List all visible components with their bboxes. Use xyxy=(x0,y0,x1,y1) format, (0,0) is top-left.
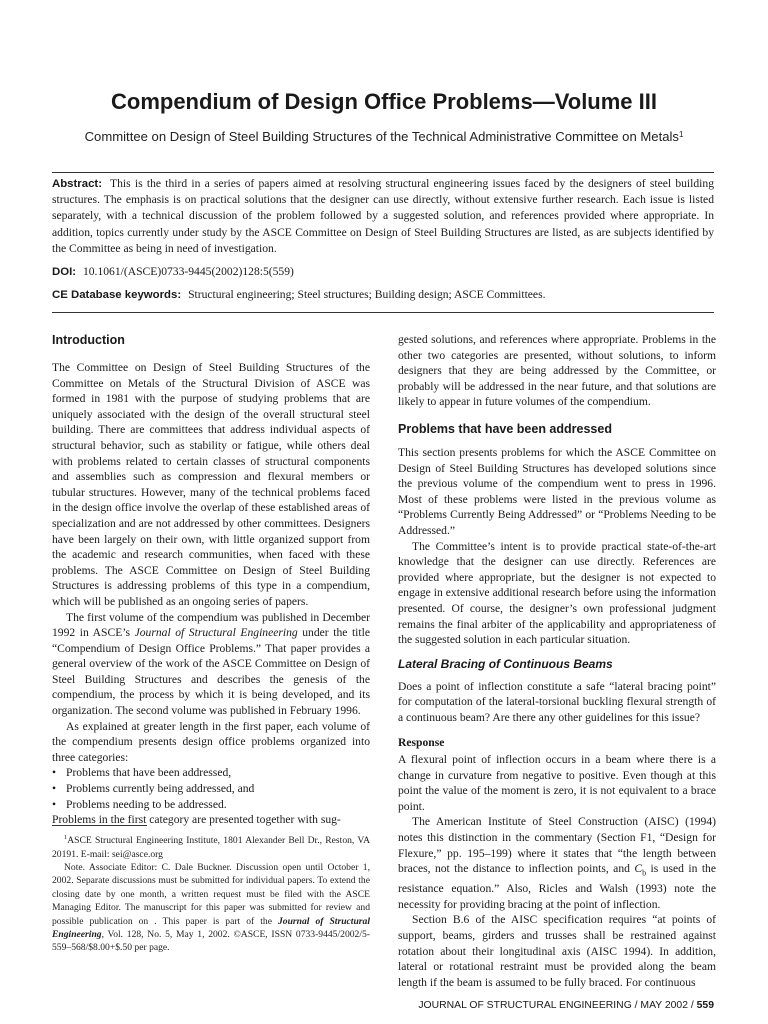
author-committee: Committee on Design of Steel Building Structures of the Technical Administrative Committee on Metals xyxy=(84,129,679,144)
bracing-heading: Lateral Bracing of Continuous Beams xyxy=(398,656,613,671)
paper-title: Compendium of Design Office Problems—Volume III xyxy=(111,89,657,114)
right-column xyxy=(398,332,716,990)
addressed-paragraph-1: This section presents problems for which the ASCE Committee on Design of Steel Building Structures has developed solutions since the previous volume of the compendium went to press in 1996. Most of these problems were listed in the previous volume as “Problems Currently Being Addressed” or “Problems Needing to be Addressed.” xyxy=(398,445,716,537)
category-list xyxy=(52,765,370,812)
editorial-note-text: Note. Associate Editor: C. Dale Buckner. Discussion open until October 1, 2002. Separate discussions must be submitted for individual papers. To extend the closing date by one month, a written request must be filed with the ASCE Managing Editor. The manuscript for this paper was submitted for review and possible publication on . This paper is part of the xyxy=(52,862,370,927)
paper-authors xyxy=(30,128,738,146)
keywords-label: CE Database keywords: xyxy=(52,289,182,302)
footnotes xyxy=(52,831,370,955)
response-heading: Response xyxy=(398,736,445,750)
addressed-paragraph-2: The Committee’s intent is to provide practical state-of-the-art knowledge that the designer can use directly. References are provided where appropriate, but the designer is not expected to engage in extensive additional research before using the information presented. Of course, the designer’s own professional judgment remains the final arbiter of the applicability and appropriateness of the suggested solution in each particular situation. xyxy=(398,539,716,647)
abstract xyxy=(52,176,714,257)
left-column xyxy=(52,332,370,828)
doi-line xyxy=(52,264,714,280)
intro-p2-lead: The first volume of the compendium was published in December 1992 in ASCE’s xyxy=(52,610,370,640)
keywords-value: Structural engineering; Steel structures; Building design; ASCE Committees. xyxy=(188,288,546,302)
page-number: 559 xyxy=(696,1000,714,1011)
response-paragraph-3: Section B.6 of the AISC specification requires “at points of support, beams, girders and trusses shall be restrained against rotation about their longitudinal axis (AISC 1994). In addition, lateral or rotational restraint must be provided along the beam length if the beam is assumed to be fully braced. For continuous xyxy=(398,913,716,989)
intro-paragraph-3: As explained at greater length in the first paper, each volume of the compendium presents design office problems organized into three categories: xyxy=(52,719,370,764)
continued-paragraph: gested solutions, and references where appropriate. Problems in the other two categories are presented, without solutions, to inform designers that they are being addressed by the Committee, or probably will be addressed in the near future, and that solutions are likely to appear in future volumes of the compendium. xyxy=(398,333,716,409)
addressed-heading: Problems that have been addressed xyxy=(398,421,612,436)
footnote-journal: Journal of Structural Engineering xyxy=(52,915,370,941)
citation-text: , Vol. 128, No. 5, May 1, 2002. ©ASCE, ISSN 0733-9445/2002/5-559–568/$8.00+$.50 per page. xyxy=(52,929,370,954)
keywords-line xyxy=(52,287,714,303)
response-p2-lead: The American Institute of Steel Construction (AISC) (1994) notes this distinction in the commentary (Section F1, “Design for Flexure,” pp. 195–199) where it states that “the length between braces, not the distance to inflection points, and xyxy=(398,815,716,876)
list-item: • Problems that have been addressed, xyxy=(52,765,370,781)
intro-p2-rest: under the title “Compendium of Design Office Problems.” That paper provides a general overview of the work of the ASCE Committee on Design of Steel Building Structures and describes the genesis of the compendium, the process by which it is being developed, and its organization. The second volume was published in February 1996. xyxy=(52,626,370,718)
response-p2-rest: is used in the resistance equation.” Also, Ricles and Walsh (1993) note the necessity for providing bracing at the point of inflection. xyxy=(398,862,716,911)
footnote-rule xyxy=(52,825,147,826)
affiliation-text: ASCE Structural Engineering Institute, 1801 Alexander Bell Dr., Reston, VA 20191. E-mail: sei@asce.org xyxy=(52,835,370,860)
cb-subscript: b xyxy=(642,868,647,878)
abstract-bottom-rule xyxy=(52,312,714,313)
response-paragraph-2 xyxy=(398,814,716,912)
editorial-note xyxy=(52,861,370,955)
doi-label: DOI: xyxy=(52,266,77,279)
footnote-mark: 1 xyxy=(64,834,68,841)
intro-paragraph-2 xyxy=(52,610,370,719)
abstract-top-rule xyxy=(52,172,714,173)
cb-variable: C xyxy=(634,862,643,876)
footer-journal: JOURNAL OF STRUCTURAL ENGINEERING / MAY 2002 / xyxy=(418,1000,697,1011)
list-item: • Problems needing to be addressed. xyxy=(52,797,370,813)
bracing-question: Does a point of inflection constitute a safe “lateral bracing point” for computation of the lateral-torsional buckling flexural strength of a continuous beam? Are there any other guidelines for this issue? xyxy=(398,679,716,724)
intro-paragraph-1: The Committee on Design of Steel Building Structures of the Committee on Metals of the Structural Division of ASCE was formed in 1981 with the purpose of studying problems that are uniquely associated with the design of the overall structural steel building. There are committees that address individual aspects of structural behavior, such as stability or fatigue, while others deal with problems related to certain classes of structural components and assemblies such as compression and flexural members or tubular structures. However, many of the technical problems faced in the design office involve the overlap of these established areas of specialization and are not addressed by other committees. Designers have been largely on their own, with little organized support from the academic and research communities, when faced with these problems. The ASCE Committee on Design of Steel Building Structures is addressing problems of this type in a compendium, which will be published as an ongoing series of papers. xyxy=(52,361,370,608)
abstract-text: This is the third in a series of papers aimed at resolving structural engineering issues faced by the designers of steel building structures. The emphasis is on practical solutions that the designer can use directly, without extensive further research. Each issue is listed separately, with a technical discussion of the problem followed by a suggested solution, and references provided where appropriate. In addition, topics currently under study by the ASCE Committee on Design of Steel Building Structures are listed, as are subjects identified by the Committee as being in need of investigation. xyxy=(52,177,714,255)
abstract-label: Abstract: xyxy=(52,178,103,190)
list-item: • Problems currently being addressed, and xyxy=(52,781,370,797)
author-footnote-mark: 1 xyxy=(678,130,684,139)
journal-title: Journal of Structural Engineering xyxy=(134,626,298,640)
intro-paragraph-4: Problems in the first category are presented together with sug- xyxy=(52,813,341,827)
affiliation-footnote xyxy=(52,831,370,861)
doi-link[interactable]: 10.1061/(ASCE)0733-9445(2002)128:5(559) xyxy=(82,265,294,279)
introduction-heading: Introduction xyxy=(52,333,125,347)
page-footer xyxy=(418,1000,714,1011)
front-matter xyxy=(52,176,714,310)
response-paragraph-1: A flexural point of inflection occurs in a beam where there is a change in curvature from negative to positive. Even though at this point the value of the moment is zero, it is not equivalent to a brace point. xyxy=(398,753,716,813)
